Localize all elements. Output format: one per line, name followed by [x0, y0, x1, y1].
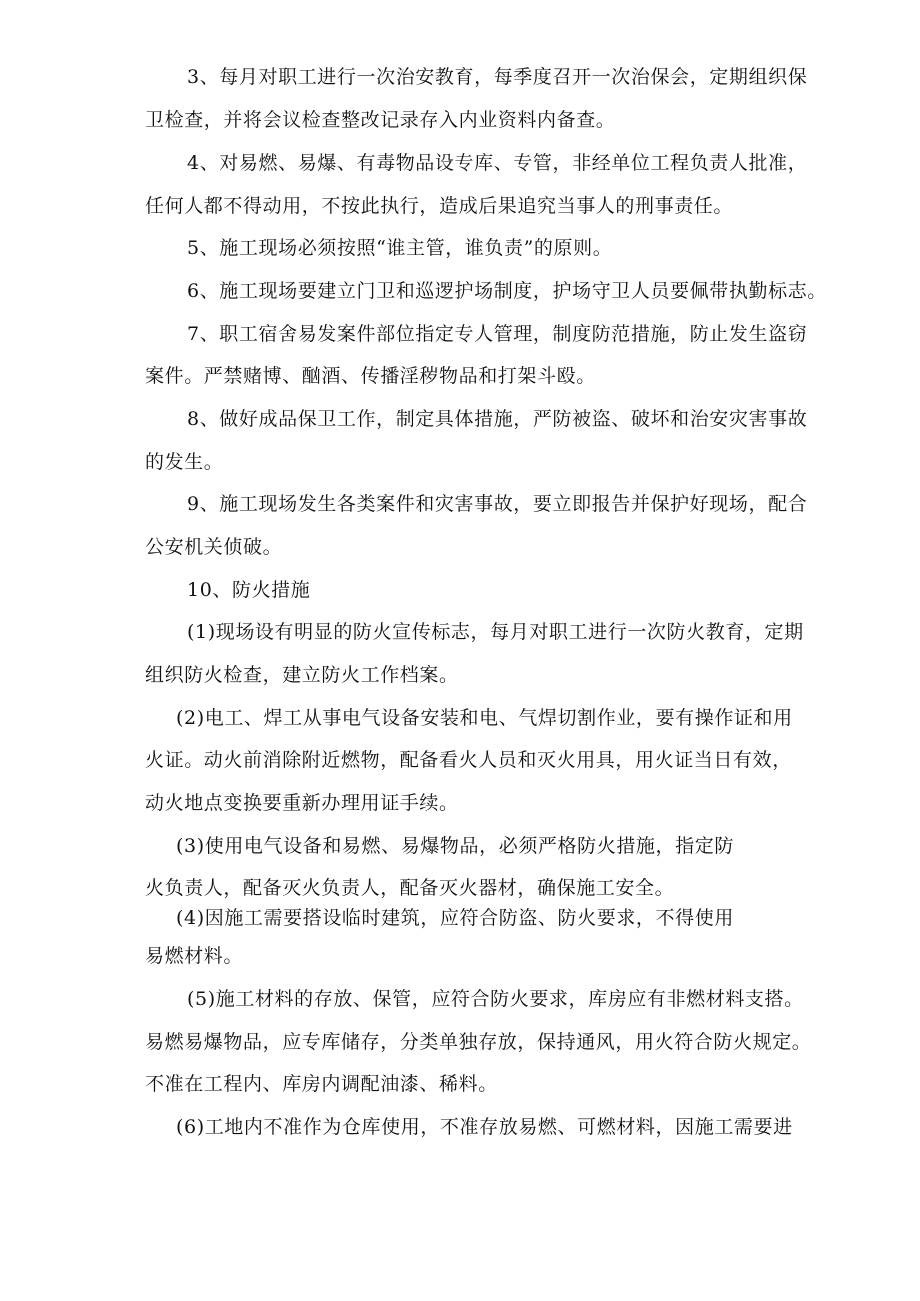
text-line: (1)现场设有明显的防火宣传标志，每月对职工进行一次防火教育，定期 [187, 621, 804, 643]
text-line: (2)电工、焊工从事电气设备安装和电、气焊切割作业，要有操作证和用 [176, 707, 793, 729]
text-line: 不准在工程内、库房内调配油漆、稀料。 [145, 1073, 498, 1095]
text-line: (6)工地内不准作为仓库使用，不准存放易燃、可燃材料，因施工需要进 [176, 1116, 793, 1138]
text-line: 任何人都不得动用，不按此执行，造成后果追究当事人的刑事责任。 [145, 195, 734, 217]
text-line: 7、职工宿舍易发案件部位指定专人管理，制度防范措施，防止发生盗窃 [187, 323, 808, 345]
text-line: 4、对易燃、易爆、有毒物品设专库、专管，非经单位工程负责人批准， [187, 152, 808, 174]
text-line: 案件。严禁赌博、酗酒、传播淫秽物品和打架斗殴。 [145, 365, 596, 387]
text-line: 6、施工现场要建立门卫和巡逻护场制度，护场守卫人员要佩带执勤标志。 [187, 280, 827, 302]
text-line: (3)使用电气设备和易燃、易爆物品，必须严格防火措施，指定防 [176, 835, 734, 857]
text-line: 公安机关侦破。 [145, 536, 283, 558]
text-line: 动火地点变换要重新办理用证手续。 [145, 792, 459, 814]
text-line: 8、做好成品保卫工作，制定具体措施，严防被盗、破坏和治安灾害事故 [187, 408, 808, 430]
text-line: 火负责人，配备灭火负责人，配备灭火器材，确保施工安全。 [145, 877, 675, 899]
text-line: 火证。动火前消除附近燃物，配备看火人员和灭火用具，用火证当日有效， [145, 749, 792, 771]
text-line: (4)因施工需要搭设临时建筑，应符合防盗、防火要求，不得使用 [176, 907, 734, 929]
text-line: 卫检查，并将会议检查整改记录存入内业资料内备查。 [145, 109, 616, 131]
text-line: 9、施工现场发生各类案件和灾害事故，要立即报告并保护好现场，配合 [187, 493, 808, 515]
text-line: 组织防火检查，建立防火工作档案。 [145, 664, 459, 686]
text-line: 易燃易爆物品，应专库储存，分类单独存放，保持通风，用火符合防火规定。 [145, 1031, 812, 1053]
text-line: 的发生。 [145, 451, 224, 473]
text-line: 5、施工现场必须按照“谁主管，谁负责”的原则。 [187, 237, 613, 259]
text-line: 3、每月对职工进行一次治安教育，每季度召开一次治保会，定期组织保 [187, 66, 808, 88]
section-heading: 10、防火措施 [187, 579, 311, 601]
text-line: (5)施工材料的存放、保管，应符合防火要求，库房应有非燃材料支搭。 [187, 988, 804, 1010]
text-line: 易燃材料。 [145, 945, 244, 967]
